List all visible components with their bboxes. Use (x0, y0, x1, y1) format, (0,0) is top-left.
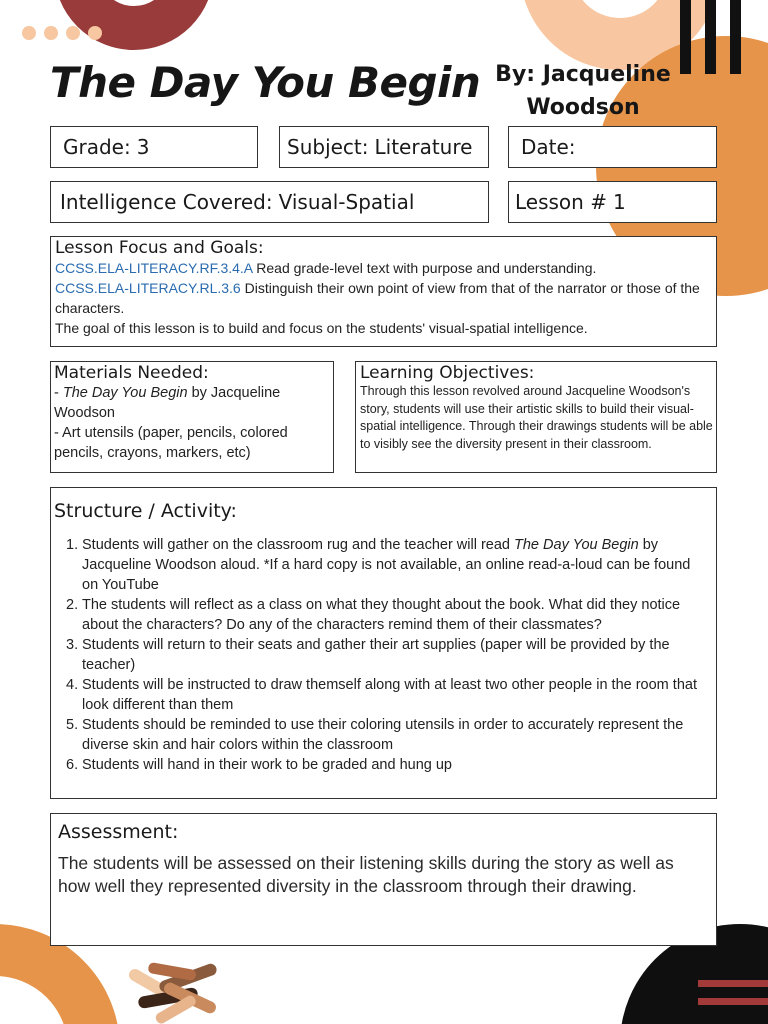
materials-item-art: - Art utensils (paper, pencils, colored pencils, crayons, markers, etc) (54, 425, 288, 461)
standard-link-rl[interactable]: CCSS.ELA-LITERACY.RL.3.6 (55, 280, 241, 296)
activity-step (54, 755, 710, 775)
lesson-goal: The goal of this lesson is to build and focus on the students' visual-spatial intelligence. (55, 320, 588, 336)
intelligence-label: Intelligence Covered: (60, 190, 273, 214)
date-field (508, 126, 717, 168)
subject-label: Subject: (287, 135, 369, 159)
activity-step (54, 535, 710, 595)
step-text-continued: by Jacqueline Woodson aloud. *If a hard copy is not available, an online read-a-loud can be found on YouTube (82, 537, 691, 593)
standard-text-rl: Distinguish their own point of view from that of the narrator or those of the characters. (55, 280, 700, 316)
subject-field (279, 126, 489, 168)
step-text: Students should be reminded to use their coloring utensils in order to accurately represent the diverse skin and hair colors within the classroom (82, 717, 684, 753)
activity-step (54, 595, 710, 635)
grade-value: 3 (136, 135, 150, 159)
intelligence-value: Visual-Spatial (278, 190, 415, 214)
step-number: 2. (66, 597, 79, 613)
materials-section (50, 361, 334, 473)
materials-book-title: The Day You Begin (62, 385, 188, 401)
decorative-maroon-ring (54, 0, 214, 50)
materials-item-prefix: - (54, 385, 63, 401)
step-text: Students will be instructed to draw themself along with at least two other people in the room that look different than them (82, 677, 697, 713)
activity-step (54, 715, 710, 755)
step-text: Students will return to their seats and gather their art supplies (paper will be provided by the teacher) (82, 637, 670, 673)
structure-section (50, 487, 717, 799)
standard-text-rf: Read grade-level text with purpose and understanding. (252, 260, 597, 276)
objectives-text: Through this lesson revolved around Jacqueline Woodson's story, students will use their artistic skills to build their visual-spatial intelligence. Through their drawings students will be able to visibly see the diversity present in their classroom. (360, 384, 713, 451)
activity-step (54, 635, 710, 675)
assessment-text: The students will be assessed on their listening skills during the story as well as how well they represented diversity in the classroom through their drawing. (58, 853, 674, 896)
assessment-heading: Assessment: (58, 821, 179, 843)
date-label: Date: (521, 135, 576, 159)
intelligence-field (50, 181, 489, 223)
step-number: 5. (66, 717, 79, 733)
activity-step (54, 675, 710, 715)
step-number: 6. (66, 757, 79, 773)
materials-book-author: by Jacqueline Woodson (54, 385, 281, 421)
diverse-hands-illustration (118, 952, 228, 1024)
decorative-dots (22, 26, 102, 40)
page-title: The Day You Begin (50, 58, 481, 107)
objectives-section (355, 361, 717, 473)
lesson-label: Lesson # (515, 190, 607, 214)
assessment-section (50, 813, 717, 946)
step-text: Students will gather on the classroom rug and the teacher will read (82, 537, 515, 553)
lesson-focus-section (50, 236, 717, 347)
subject-value: Literature (374, 135, 473, 159)
lesson-value: 1 (612, 190, 626, 214)
grade-field (50, 126, 258, 168)
step-book-title: The Day You Begin (514, 537, 639, 553)
step-number: 1. (66, 537, 79, 553)
step-number: 3. (66, 637, 79, 653)
objectives-heading: Learning Objectives: (360, 363, 535, 383)
decorative-black-bars (680, 0, 741, 74)
lesson-number-field (508, 181, 717, 223)
focus-heading: Lesson Focus and Goals: (55, 238, 264, 258)
materials-heading: Materials Needed: (54, 363, 209, 383)
author-line: By: Jacqueline Woodson (495, 62, 671, 120)
decorative-red-lines (698, 980, 768, 1016)
standard-link-rf[interactable]: CCSS.ELA-LITERACY.RF.3.4.A (55, 260, 253, 276)
step-text: Students will hand in their work to be graded and hung up (82, 757, 452, 773)
structure-heading: Structure / Activity: (54, 500, 237, 522)
activity-steps-list (54, 535, 710, 775)
grade-label: Grade: (63, 135, 131, 159)
step-text: The students will reflect as a class on what they thought about the book. What did they notice about the characters? Do any of the characters remind them of their classmates? (82, 597, 681, 633)
step-number: 4. (66, 677, 79, 693)
